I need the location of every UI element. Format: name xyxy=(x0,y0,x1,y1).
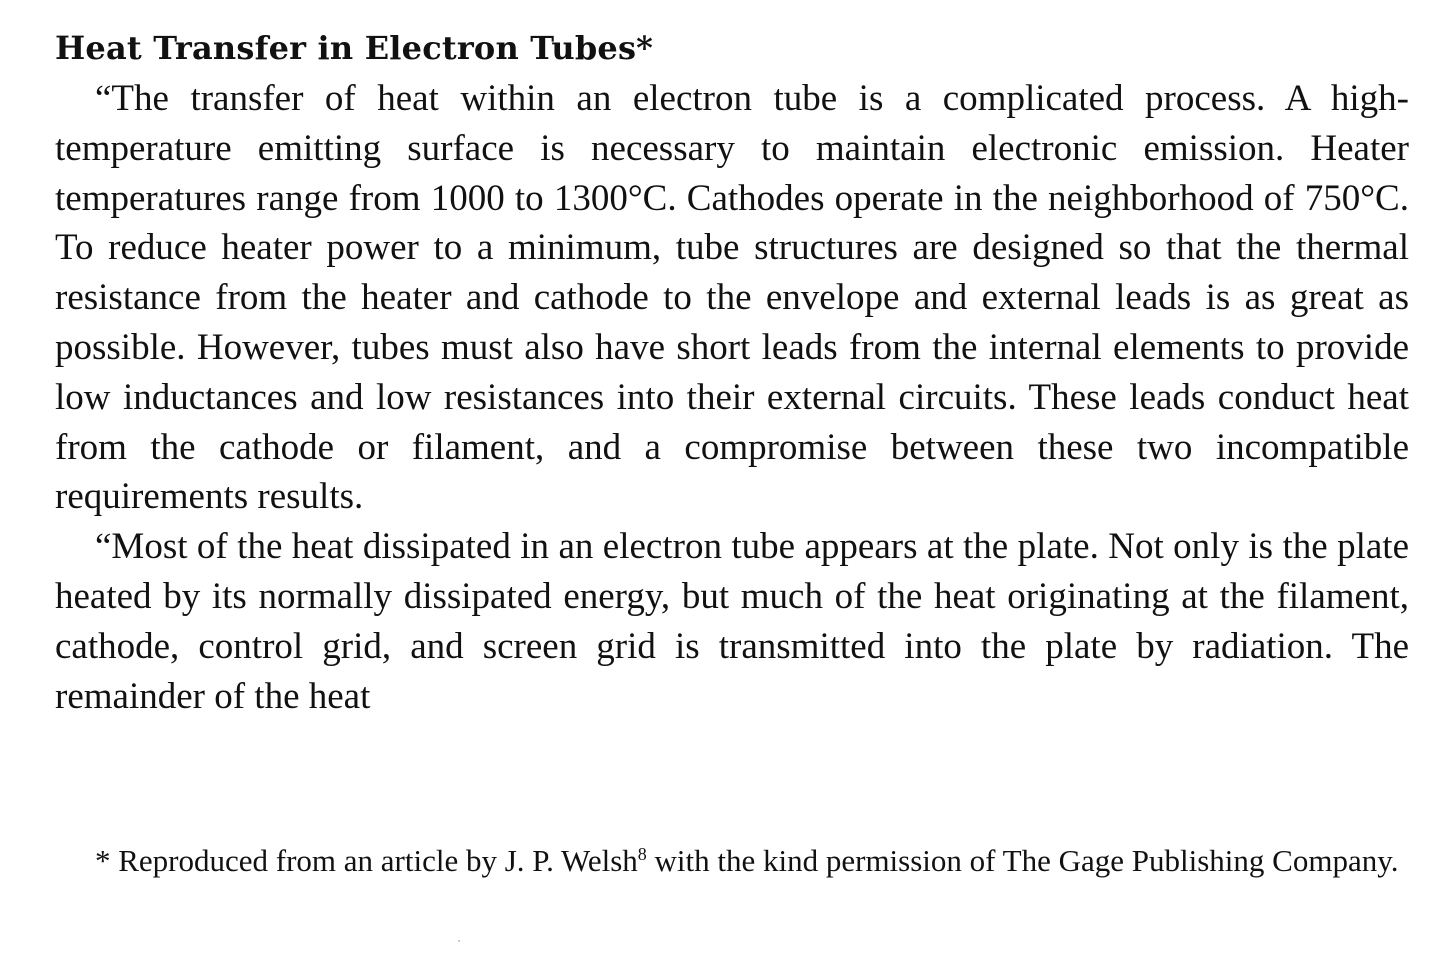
scan-speck xyxy=(458,940,460,942)
footnote xyxy=(55,840,1409,881)
footnote-text-before: Reproduced from an article by J. P. Welsh xyxy=(110,843,638,878)
section-heading-footnote-marker: * xyxy=(636,29,654,67)
footnote-text-after: with the kind permission of The Gage Publishing Company. xyxy=(646,843,1399,878)
footnote-marker: * xyxy=(95,843,111,878)
section-heading xyxy=(55,24,1409,72)
body-paragraph-1: “The transfer of heat within an electron tube is a complicated process. A high-temperature emitting surface is necessary to maintain electronic emission. Heater temperatures range from 1000 to 1300°C. Cathodes operate in the neighborhood of 750°C. To reduce heater power to a minimum, tube structures are designed so that the thermal resistance from the heater and cathode to the envelope and external leads is as great as possible. However, tubes must also have short leads from the internal elements to provide low inductances and low resistances into their external circuits. These leads conduct heat from the cathode or filament, and a compromise between these two incompatible requirements results. xyxy=(55,78,1409,518)
page-content xyxy=(55,24,1409,721)
section-heading-title: Heat Transfer in Electron Tubes xyxy=(55,29,637,67)
footnote-reference-number: 8 xyxy=(637,844,647,864)
body-paragraph-2: “Most of the heat dissipated in an electron tube appears at the plate. Not only is the plate heated by its normally dissipated energy, but much of the heat originating at the filament, cathode, control grid, and screen grid is transmitted into the plate by radiation. The remainder of the heat xyxy=(55,526,1409,717)
